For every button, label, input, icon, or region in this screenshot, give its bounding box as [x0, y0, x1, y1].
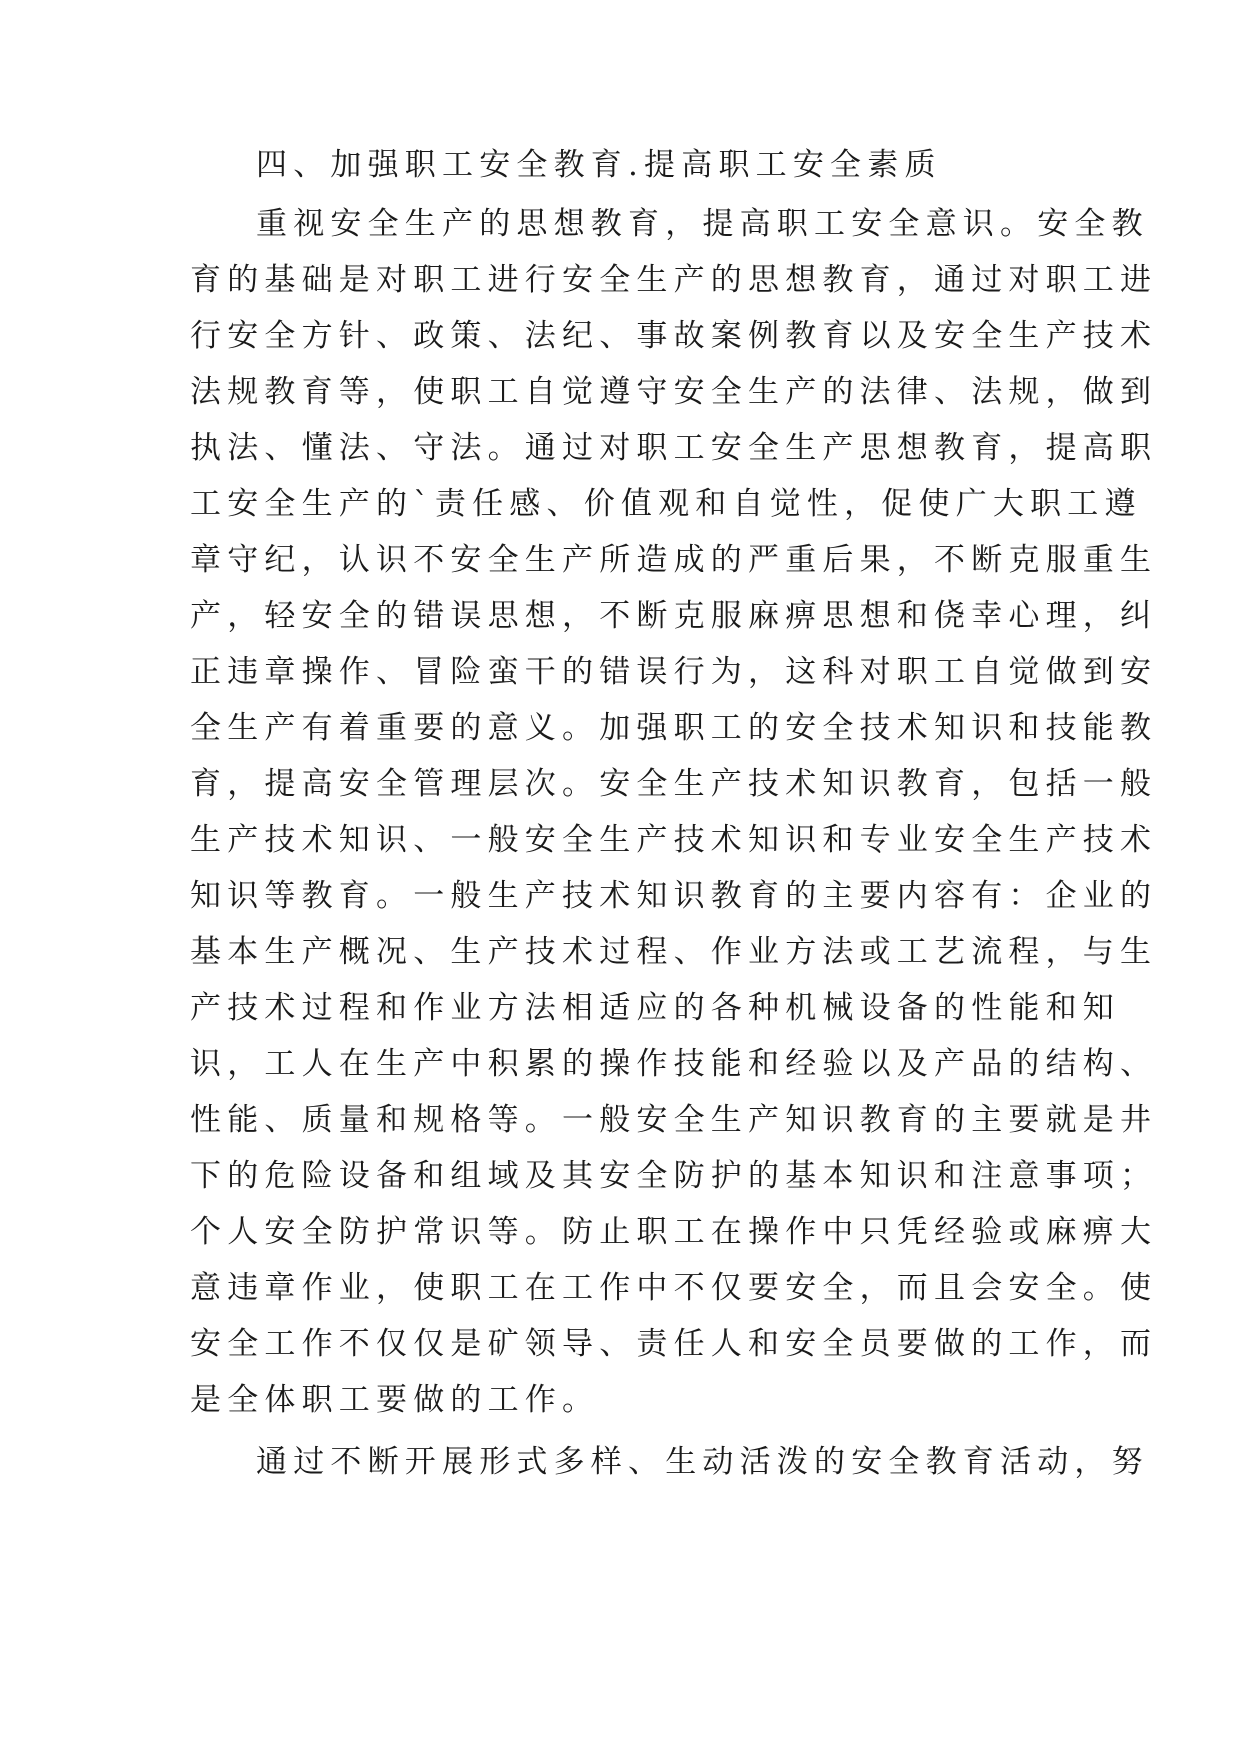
paragraph-line: 性能、质量和规格等。一般安全生产知识教育的主要就是井: [190, 1102, 1158, 1138]
paragraph-line: 基本生产概况、生产技术过程、作业方法或工艺流程，与生: [190, 934, 1158, 970]
paragraph-line: 生产技术知识、一般安全生产技术知识和专业安全生产技术: [190, 822, 1158, 858]
paragraph-line: 章守纪，认识不安全生产所造成的严重后果，不断克服重生: [190, 542, 1158, 578]
paragraph-line: 育，提高安全管理层次。安全生产技术知识教育，包括一般: [190, 766, 1158, 802]
section-heading: 四、加强职工安全教育.提高职工安全素质: [256, 147, 942, 183]
paragraph-line: 通过不断开展形式多样、生动活泼的安全教育活动，努: [256, 1444, 1149, 1480]
paragraph-line: 育的基础是对职工进行安全生产的思想教育，通过对职工进: [190, 262, 1158, 298]
paragraph-line: 个人安全防护常识等。防止职工在操作中只凭经验或麻痹大: [190, 1214, 1158, 1250]
paragraph-line: 产技术过程和作业方法相适应的各种机械设备的性能和知: [190, 990, 1120, 1026]
paragraph-line: 重视安全生产的思想教育，提高职工安全意识。安全教: [256, 206, 1149, 242]
paragraph-line: 全生产有着重要的意义。加强职工的安全技术知识和技能教: [190, 710, 1158, 746]
paragraph-line: 下的危险设备和组域及其安全防护的基本知识和注意事项；: [190, 1158, 1158, 1194]
paragraph-line: 行安全方针、政策、法纪、事故案例教育以及安全生产技术: [190, 318, 1158, 354]
paragraph-line: 识，工人在生产中积累的操作技能和经验以及产品的结构、: [190, 1046, 1158, 1082]
paragraph-line: 产，轻安全的错误思想，不断克服麻痹思想和侥幸心理，纠: [190, 598, 1158, 634]
paragraph-line: 知识等教育。一般生产技术知识教育的主要内容有：企业的: [190, 878, 1158, 914]
paragraph-line: 法规教育等，使职工自觉遵守安全生产的法律、法规，做到: [190, 374, 1158, 410]
paragraph-line: 正违章操作、冒险蛮干的错误行为，这科对职工自觉做到安: [190, 654, 1158, 690]
paragraph-line: 意违章作业，使职工在工作中不仅要安全，而且会安全。使: [190, 1270, 1158, 1306]
paragraph-line: 是全体职工要做的工作。: [190, 1382, 600, 1418]
paragraph-line: 安全工作不仅仅是矿领导、责任人和安全员要做的工作，而: [190, 1326, 1158, 1362]
paragraph-line: 工安全生产的`责任感、价值观和自觉性，促使广大职工遵: [190, 486, 1142, 522]
paragraph-line: 执法、懂法、守法。通过对职工安全生产思想教育，提高职: [190, 430, 1158, 466]
